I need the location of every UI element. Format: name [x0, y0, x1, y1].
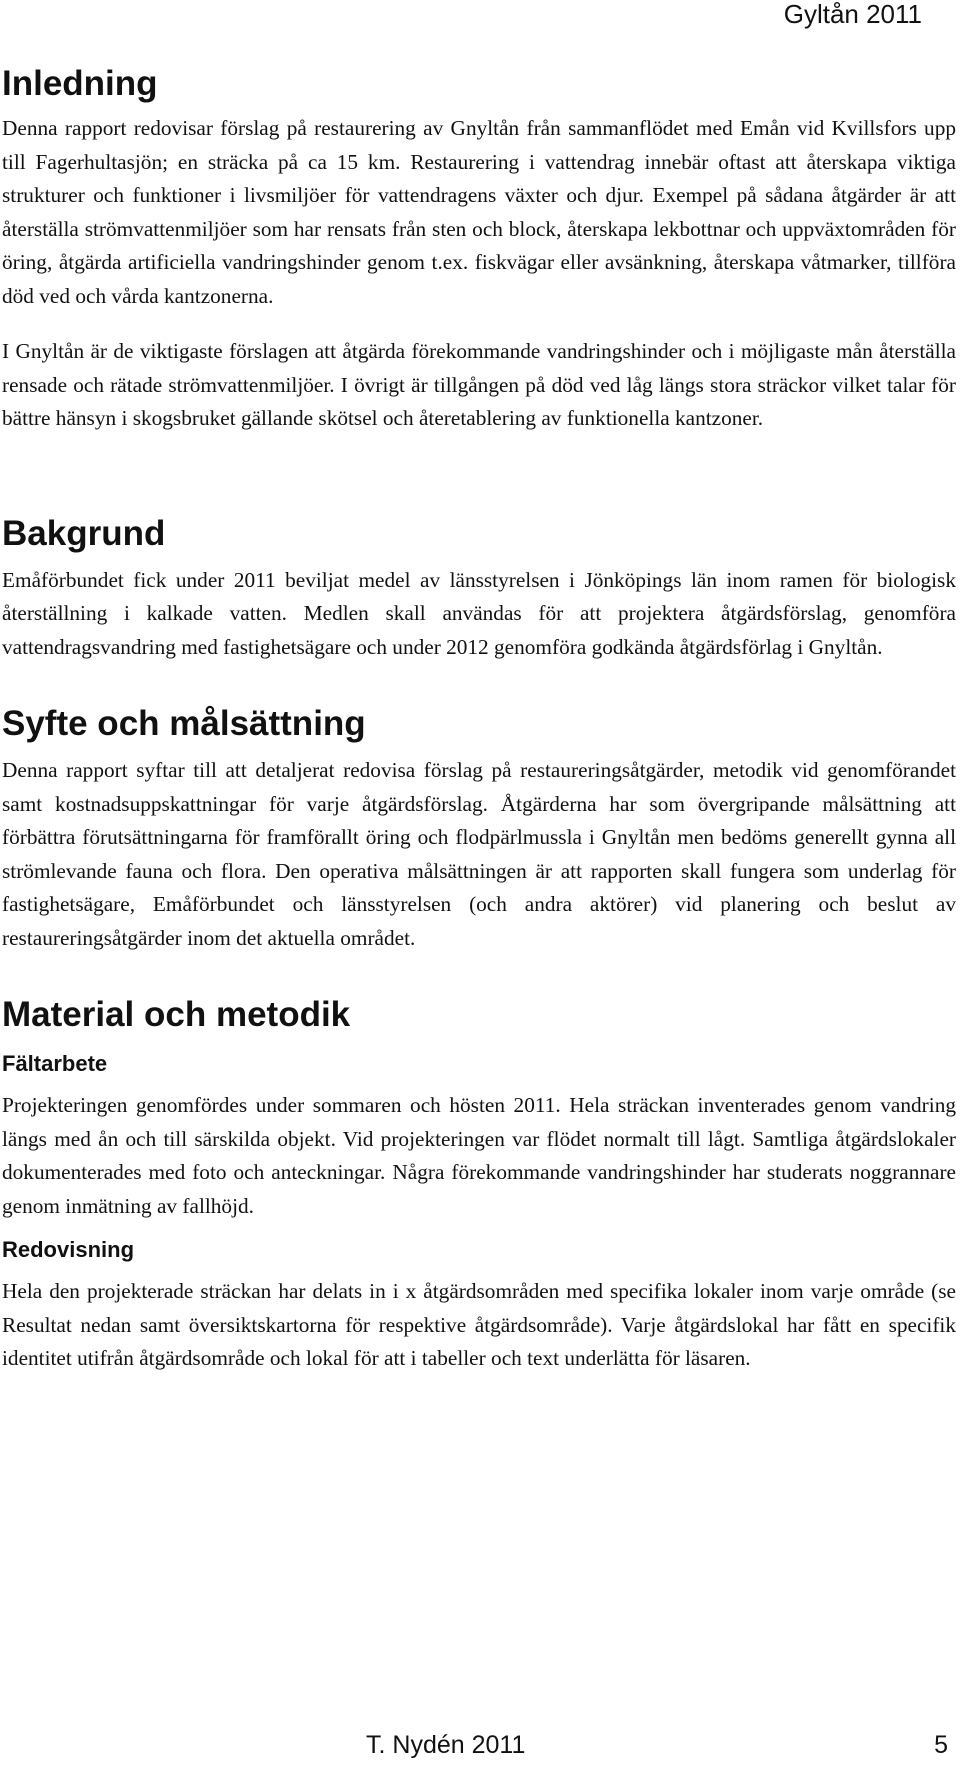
document-body — [2, 62, 956, 1376]
subheading-redovisning: Redovisning — [2, 1237, 135, 1262]
heading-material: Material och metodik — [2, 995, 351, 1034]
subheading-faltarbete: Fältarbete — [2, 1051, 108, 1076]
paragraph-redovisning: Hela den projekterade sträckan har delats in i x åtgärdsområden med specifika lokaler inom varje område (se Resultat nedan samt översiktskartorna för respektive åtgärdsområde). Varje åtgärdslokal har fått en specifik identitet utifrån åtgärdsområde och lokal för att i tabeller och text underlätta för läsaren. — [2, 1279, 956, 1370]
paragraph-faltarbete: Projekteringen genomfördes under sommaren och hösten 2011. Hela sträckan inventerades genom vandring längs med ån och till särskilda objekt. Vid projekteringen var flödet normalt till lågt. Samtliga åtgärdslokaler dokumenterades med foto och anteckningar. Några förekommande vandringshinder har studerats noggrannare genom inmätning av fallhöjd. — [2, 1093, 956, 1218]
heading-bakgrund: Bakgrund — [2, 513, 166, 553]
paragraph-bakgrund: Emåförbundet fick under 2011 beviljat medel av länsstyrelsen i Jönköpings län inom ramen för biologisk återställning i kalkade vatten. Medlen skall användas för att projektera åtgärdsförslag, genomföra vattendragsvandring med fastighetsägare och under 2012 genomföra godkända åtgärdsförlag i Gnyltån. — [2, 567, 956, 659]
running-header: Gyltån 2011 — [783, 0, 922, 29]
paragraph-syfte: Denna rapport syftar till att detaljerat redovisa förslag på restaureringsåtgärder, metodik vid genomförandet samt kostnadsuppskattningar för varje åtgärdsförslag. Åtgärderna har som övergripande målsättning att förbättra förutsättningarna för framförallt öring och flodpärlmussla i Gnyltån men bedöms generellt gynna all strömlevande fauna och flora. Den operativa målsättningen är att rapporten skall fungera som underlag för fastighetsägare, Emåförbundet och länsstyrelsen (och andra aktörer) vid planering och beslut av restaureringsåtgärder inom det aktuella området. — [2, 758, 956, 950]
heading-syfte: Syfte och målsättning — [2, 704, 366, 743]
paragraph-inledning-2: I Gnyltån är de viktigaste förslagen att åtgärda förekommande vandringshinder och i möjligaste mån återställa rensade och rätade strömvattenmiljöer. I övrigt är tillgången på död ved låg längs stora sträckor vilket talar för bättre hänsyn i skogsbruket gällande skötsel och återetablering av funktionella kantzoner. — [2, 339, 956, 430]
heading-inledning: Inledning — [2, 64, 158, 103]
footer-author: T. Nydén 2011 — [366, 1731, 526, 1759]
page-number: 5 — [934, 1731, 948, 1759]
paragraph-inledning-1: Denna rapport redovisar förslag på restaurering av Gnyltån från sammanflödet med Emån vid Kvillsfors upp till Fagerhultasjön; en sträcka på ca 15 km. Restaurering i vattendrag innebär oftast att återskapa viktiga strukturer och funktioner i livsmiljöer för vattendragens växter och djur. Exempel på sådana åtgärder är att återställa strömvattenmiljöer som har rensats från sten och block, återskapa lekbottnar och uppväxtområden för öring, åtgärda artificiella vandringshinder genom t.ex. fiskvägar eller avsänkning, återskapa våtmarker, tillföra död ved och vårda kantzonerna. — [2, 116, 956, 308]
